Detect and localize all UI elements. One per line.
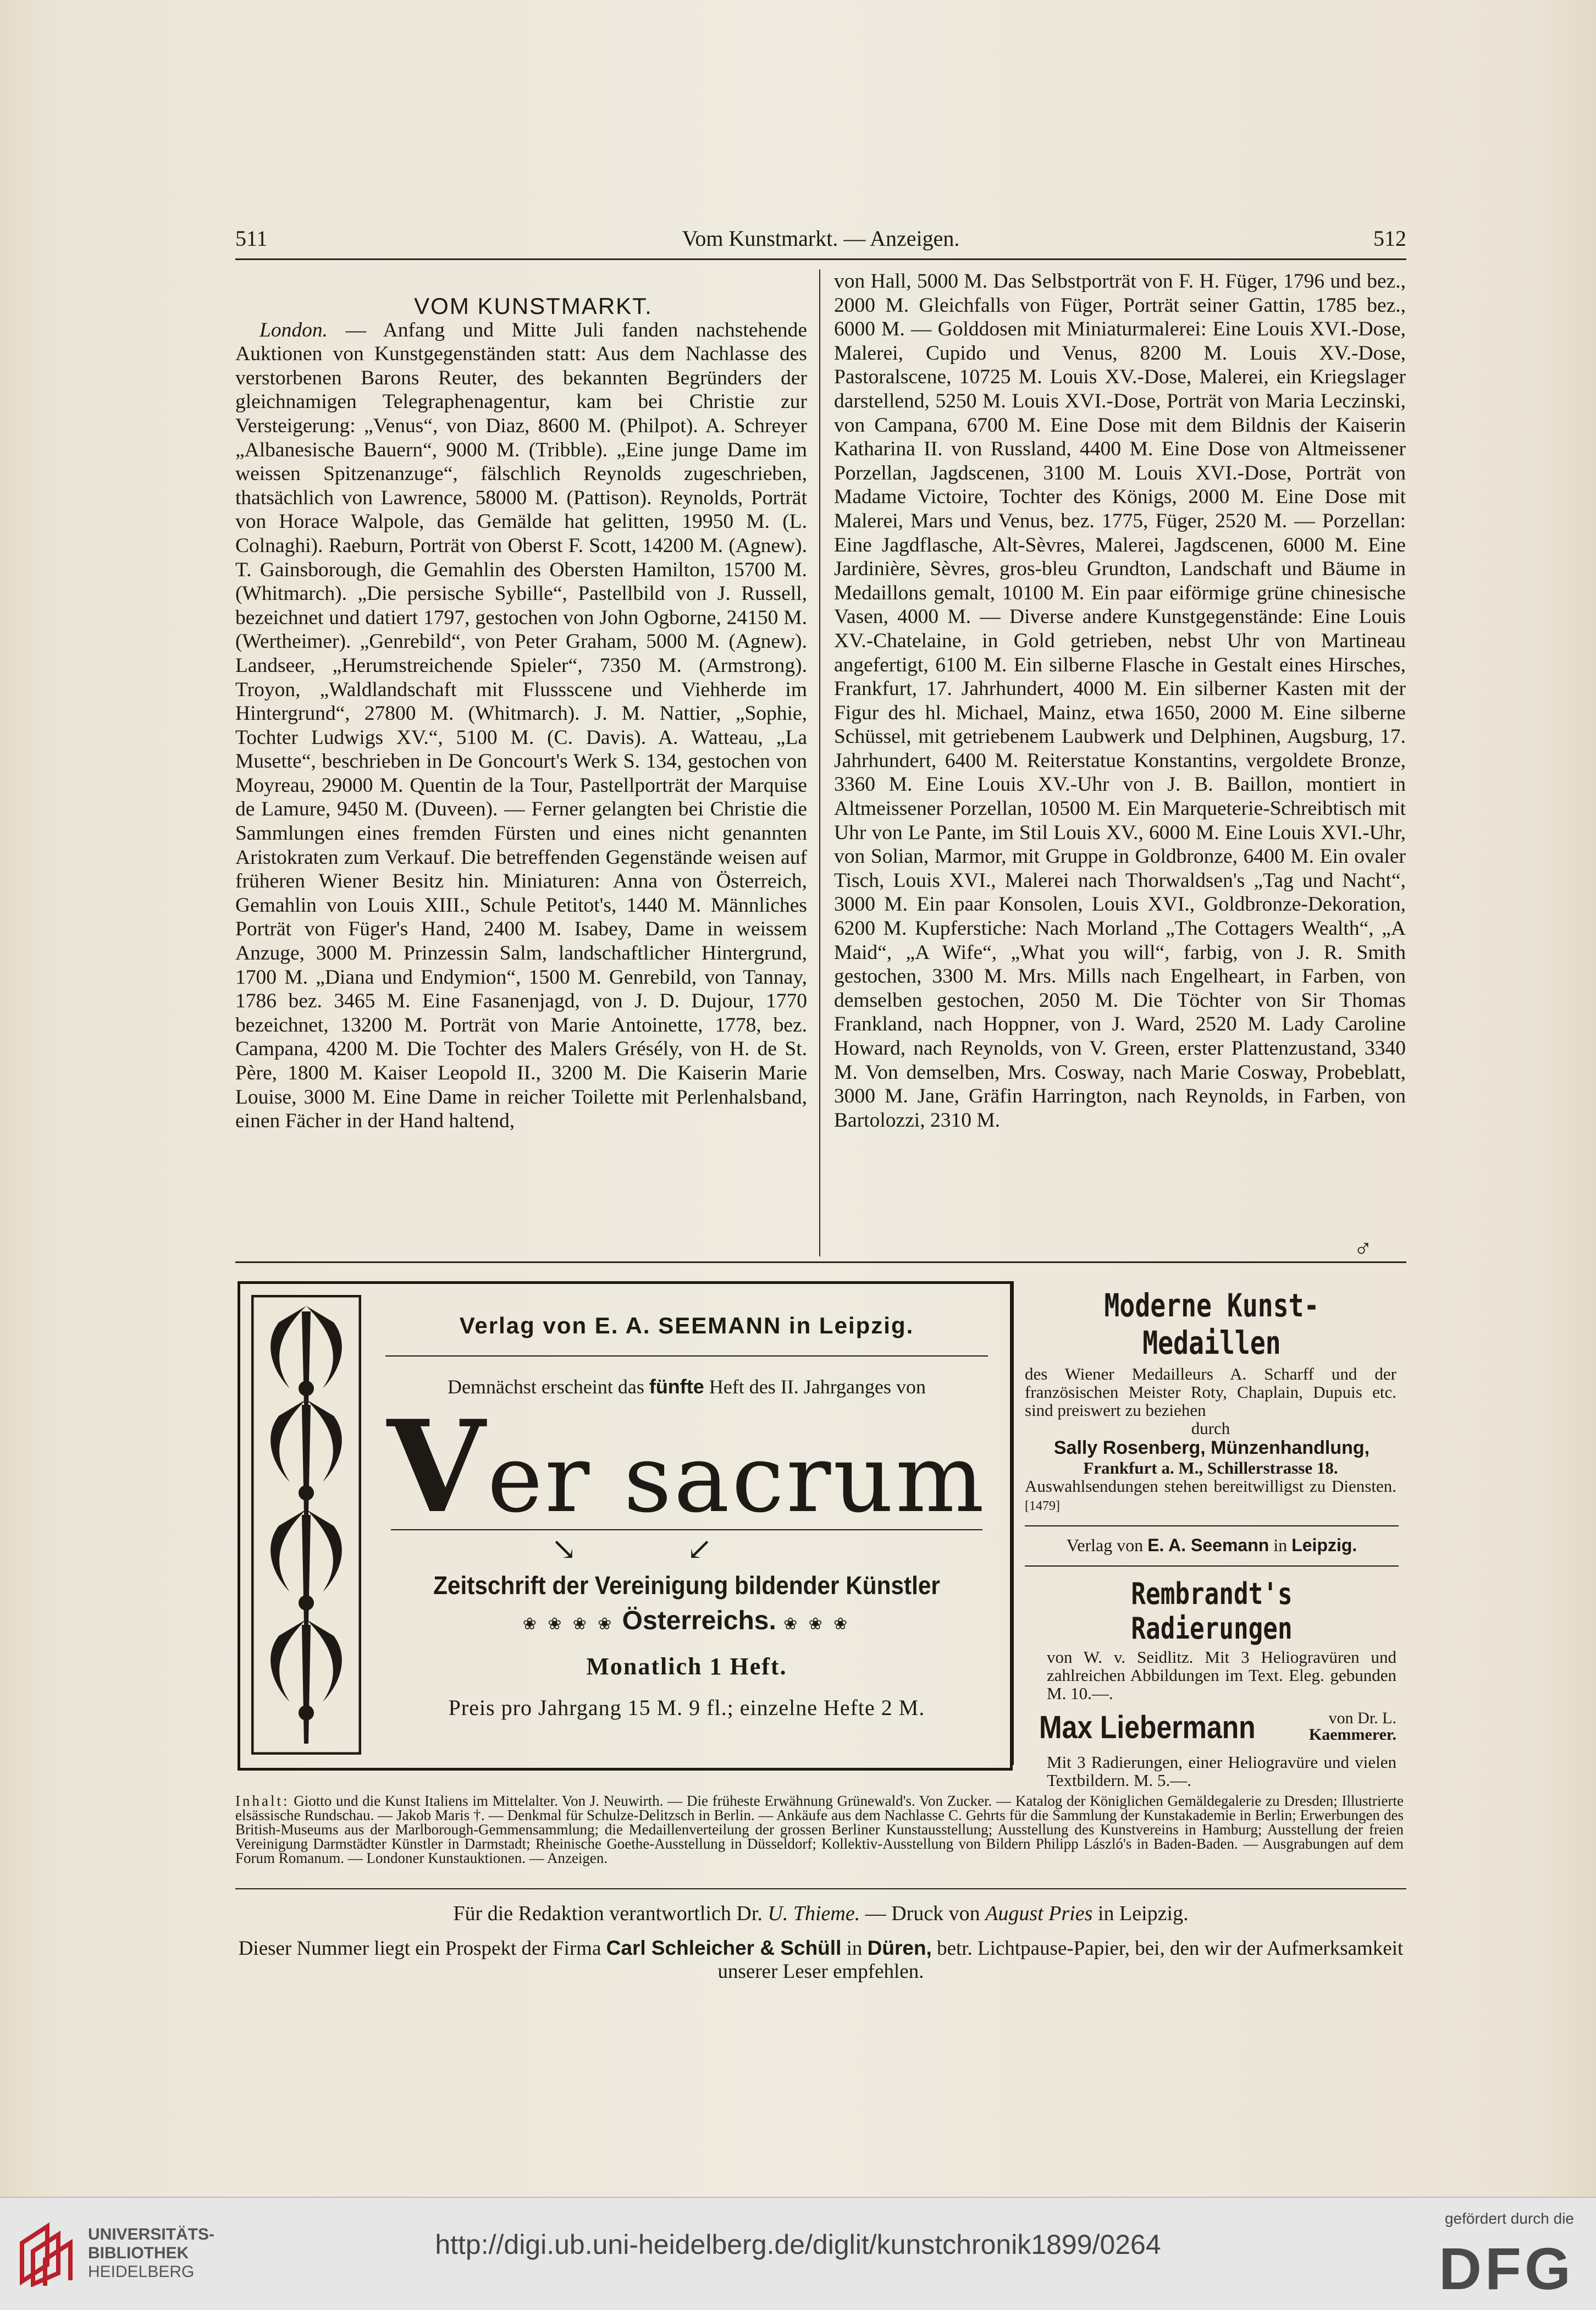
- arrow-ornament-icon: ↘↙: [551, 1532, 822, 1567]
- prosp-post: betr. Lichtpause-Papier, bei, den wir der Aufmerksamkeit unserer Leser empfehlen.: [717, 1937, 1404, 1983]
- monthly-note: Monatlich 1 Heft.: [586, 1653, 787, 1680]
- prospectus-note: [235, 1937, 1406, 1983]
- liebermann-text: Mit 3 Radierungen, einer Heliogravüre und vielen Textbildern. M. 5.—.: [1047, 1752, 1396, 1790]
- announce-pre: Demnächst erscheint das: [447, 1376, 649, 1398]
- funding-caption: gefördert durch die: [1444, 2210, 1574, 2227]
- dealer-address: Frankfurt a. M., Schillerstrasse 18.: [1083, 1458, 1338, 1477]
- page-number-right: 512: [1373, 226, 1406, 251]
- end-mark: ♂: [1354, 1234, 1373, 1262]
- ad-divider: [1025, 1565, 1399, 1567]
- prosp-mid: in: [841, 1937, 868, 1960]
- running-title: Vom Kunstmarkt. — Anzeigen.: [682, 226, 960, 251]
- rembrandt-ad: [1014, 1576, 1410, 1702]
- liebermann-title: Max Liebermann: [1039, 1710, 1256, 1745]
- liebermann-ad: [1014, 1709, 1410, 1753]
- header-rule: [235, 258, 1406, 260]
- library-line2: BIBLIOTHEK: [88, 2244, 189, 2262]
- country-name: Österreichs.: [622, 1606, 776, 1635]
- medaillen-ad: [1014, 1287, 1410, 1515]
- toc-rule: [235, 1888, 1406, 1889]
- publisher-line: Verlag von E. A. SEEMANN in Leipzig.: [459, 1313, 914, 1338]
- city-name: London.: [259, 318, 328, 341]
- ornament-right: ❀ ❀ ❀: [783, 1615, 851, 1633]
- right-column: [834, 269, 1406, 1256]
- permalink-url[interactable]: http://digi.ub.uni-heidelberg.de/diglit/kunstchronik1899/0264: [435, 2229, 1161, 2260]
- title-rest: er sacrum: [487, 1425, 987, 1534]
- page-number-left: 511: [235, 226, 268, 251]
- announce-bold: fünfte: [649, 1375, 704, 1398]
- liebermann-author: [1309, 1710, 1396, 1743]
- author-line1: von Dr. L.: [1328, 1709, 1396, 1727]
- viewer-footer: [0, 2197, 1596, 2310]
- author-line2: Kaemmerer.: [1308, 1725, 1396, 1744]
- ver-sacrum-title: [374, 1393, 999, 1541]
- country-line: [374, 1606, 999, 1636]
- editor-name: U. Thieme.: [767, 1902, 860, 1925]
- column-divider: [819, 269, 820, 1256]
- prosp-firm: Carl Schleicher & Schüll: [606, 1937, 842, 1959]
- toc-label: Inhalt:: [235, 1793, 290, 1809]
- prosp-city: Düren,: [867, 1937, 932, 1959]
- medaillen-note: [1014, 1477, 1410, 1515]
- editor-pre: Für die Redaktion verantwortlich Dr.: [453, 1902, 768, 1925]
- ad-rule: [385, 1355, 988, 1357]
- announce-post: Heft des II. Jahrganges von: [704, 1376, 926, 1398]
- prosp-pre: Dieser Nummer liegt ein Prospekt der Firma: [238, 1937, 606, 1960]
- article-continuation: von Hall, 5000 M. Das Selbstporträt von F. H. Füger, 1796 und bez., 2000 M. Gleichfalls von Füger, Porträt seiner Gattin, 1785 bez., 6000 M. — Golddosen mit Miniaturmalerei: Eine Louis XVI.-Dose, Malerei, Cupido und Venus, 8200 M. Louis XV.-Dose, Pastoralscene, 10725 M. Louis XV.-Dose, Malerei, ein Kriegslager darstellend, 5250 M. Louis XVI.-Dose, Porträt von Maria Leczinski, von Campana, 6700 M. Eine Dose mit dem Bildnis der Kaiserin Katharina II. von Russland, 4400 M. Eine Dose von Altmeissener Porzellan, Jagdscenen, 3100 M. Louis XVI.-Dose, Porträt von Madame Victoire, Tochter des Königs, 2000 M. Eine Dose mit Malerei, Mars und Venus, bez. 1775, Füger, 2520 M. — Porzellan: Eine Jagdflasche, Alt-Sèvres, Malerei, Jagdscenen, 6000 M. Eine Jardinière, Sèvres, gros-bleu Grundton, Landschaft und Bäume in Medaillons gemalt, 10100 M. Ein paar eiförmige grüne chinesische Vasen, 4000 M. — Diverse andere Kunstgegenstände: Eine Louis XV.-Chatelaine, in Gold getrieben, nebst Uhr von Martineau angefertigt, 6100 M. Ein silberne Flasche in Gestalt eines Hirsches, Frankfurt, 17. Jahrhundert, 4000 M. Ein silberner Kasten mit der Figur des hl. Michael, Mainz, etwa 1650, 2000 M. Eine silberne Schüssel, mit getriebenem Laubwerk und Delphinen, Augsburg, 17. Jahrhundert, 6400 M. Reiterstatue Konstantins, vergoldete Bronze, 3360 M. Eine Louis XV.-Uhr von J. B. Baillon, montiert in Altmeissener Porzellan, 10500 M. Ein Marqueterie-Schreibtisch mit Uhr von Le Pante, im Stil Louis XV., 6000 M. Eine Louis XVI.-Uhr, von Solian, Marmor, mit Gruppe in Goldbronze, 6400 M. Ein ovaler Tisch, Louis XVI., Malerei nach Thorwaldsen's „Tag und Nacht“, 3000 M. Ein paar Konsolen, Louis XVI., Goldbronze-Dekoration, 6200 M. Kupferstiche: Nach Morland „The Cottagers Wealth“, „A Maid“, „A Wife“, „What you will“, farbig, von J. R. Smith gestochen, 3300 M. Mrs. Mills nach Engelheart, in Farben, von demselben gestochen, 2050 M. Die Töchter von Sir Thomas Frankland, nach Hoppner, von J. Ward, 2520 M. Lady Caroline Howard, nach Reynolds, von V. Green, erster Plattenzustand, 3340 M. Von demselben, Mrs. Cosway, nach Marie Cosway, Probeblatt, 3000 M. Jane, Gräfin Harrington, nach Reynolds, in Farben, von Bartolozzi, 2310 M.: [834, 270, 1406, 1132]
- journal-subtitle: Zeitschrift der Vereinigung bildender Künstler: [433, 1571, 940, 1600]
- right-ads: [1012, 1281, 1410, 1790]
- toc-text: Giotto und die Kunst Italiens im Mittelalter. Von J. Neuwirth. — Die früheste Erwähnung Grünewald's. Von Zucker. — Katalog der Königlichen Gemäldegalerie zu Dresden; Illustrierte elsässische Rundschau. — Jakob Maris †. — Denkmal für Schulze-Delitzsch in Berlin. — Ankäufe aus dem Nachlasse C. Gehrts für die Sammlung der Kunstakademie in Berlin; Erwerbungen des British-Museums aus der Marlborough-Gemmensammlung; die Medaillenverteilung der grossen Berliner Kunstausstellung; Ausstellung des Kunstvereins in Hamburg; Ausstellung der freien Vereinigung Darmstädter Künstler in Darmstadt; Rheinische Goethe-Ausstellung in Düsseldorf; Kollektiv-Ausstellung von Bildern Philipp László's in Baden-Baden. — Ausgrabungen auf dem Forum Romanum. — Londoner Kunstauktionen. — Anzeigen.: [235, 1793, 1404, 1866]
- article-text: — Anfang und Mitte Juli fanden nachstehende Auktionen von Kunstgegenständen statt: Aus dem Nachlasse des verstorbenen Barons Reuter, des bekannten Begründers der gleichnamigen Telegraphenagentur, kam bei Christie zur Versteigerung: „Venus“, von Diaz, 8600 M. (Philpot). A. Schreyer „Albanesische Bauern“, 9000 M. (Tribble). „Eine junge Dame im weissen Spitzenanzuge“, fälschlich Reynolds zugeschrieben, thatsächlich von Lawrence, 58000 M. (Pattison). Reynolds, Porträt von Horace Walpole, das Gemälde hat gelitten, 19950 M. (L. Colnaghi). Raeburn, Porträt von Oberst F. Scott, 14200 M. (Agnew). T. Gainsborough, die Gemahlin des Obersten Hamilton, 15700 M. (Whitmarch). „Die persische Sybille“, Pastellbild von J. Russell, bezeichnet und datiert 1797, gestochen von John Ogborne, 24150 M. (Wertheimer). „Genrebild“, von Peter Graham, 5000 M. (Agnew). Landseer, „Herumstreichende Spieler“, 7350 M. (Armstrong). Troyon, „Waldlandschaft mit Flussscene und Viehherde im Hintergrund“, 27800 M. (Whitmarch). J. M. Nattier, „Sophie, Tochter Ludwigs XV.“, 5100 M. (C. Davis). A. Watteau, „La Musette“, beschrieben in De Goncourt's Werk S. 134, gestochen von Moyreau, 29000 M. Quentin de la Tour, Pastellporträt der Marquise de Lamure, 9450 M. (Duveen). — Ferner gelangten bei Christie die Sammlungen eines fremden Fürsten und eines nicht genannten Aristokraten zum Verkauf. Die betreffenden Gegenstände weisen auf früheren Wiener Besitz hin. Miniaturen: Anna von Österreich, Gemahlin von Louis XIII., Schule Petitot's, 1440 M. Männliches Porträt von Füger's Hand, 2400 M. Isabey, Dame in weissem Anzuge, 3000 M. Prinzessin Salm, landschaftlicher Hintergrund, 1700 M. „Diana und Endymion“, 1500 M. Genrebild, von Tannay, 1786 bez. 3465 M. Eine Fasanenjagd, von J. D. Dujour, 1770 bezeichnet, 13200 M. Porträt von Marie Antoinette, 1778, bez. Campana, 4200 M. Die Tochter des Malers Grésély, von H. de St. Père, 1800 M. Kaiser Leopold II., 3200 M. Die Kaiserin Marie Louise, 3000 M. Eine Dame in reicher Toilette mit Perlenhalsband, einen Fächer in der Hand haltend,: [235, 318, 807, 1133]
- printer-name: August Pries: [985, 1902, 1093, 1925]
- medaillen-text: des Wiener Medailleurs A. Scharff und der französischen Meister Roty, Chaplain, Dupuis etc. sind preiswert zu beziehen: [1025, 1364, 1396, 1420]
- table-of-contents: [235, 1794, 1404, 1865]
- ornament-left: ❀ ❀ ❀ ❀: [522, 1615, 615, 1633]
- verlag-line: [1014, 1535, 1410, 1556]
- medaillen-title: Moderne Kunst-Medaillen: [1104, 1287, 1319, 1361]
- article-end-rule: [235, 1261, 1406, 1263]
- floral-ornament-border: [251, 1295, 361, 1755]
- medaillen-durch: durch: [1191, 1419, 1230, 1438]
- editor-mid: — Druck von: [860, 1902, 986, 1925]
- section-title: VOM KUNSTMARKT.: [414, 294, 653, 319]
- article-paragraph: [235, 318, 807, 1133]
- editor-line: [235, 1901, 1406, 1926]
- library-line3: HEIDELBERG: [88, 2263, 195, 2281]
- ad-code: [1479]: [1025, 1499, 1060, 1513]
- dealer-name: Sally Rosenberg, Münzenhandlung,: [1053, 1437, 1370, 1458]
- verlag-pre: Verlag von: [1066, 1535, 1148, 1555]
- price-line: Preis pro Jahrgang 15 M. 9 fl.; einzelne Hefte 2 M.: [448, 1695, 925, 1720]
- ver-sacrum-ad: [238, 1281, 1013, 1771]
- page-header: [235, 225, 1406, 258]
- dfg-logo[interactable]: DFG: [1439, 2235, 1574, 2302]
- rembrandt-text: von W. v. Seidlitz. Mit 3 Heliogravüren und zahlreichen Abbildungen im Text. Eleg. gebunden M. 10.—.: [1047, 1647, 1396, 1703]
- library-line1: UNIVERSITÄTS-: [88, 2225, 215, 2243]
- left-column: [235, 294, 807, 1256]
- verlag-city: Leipzig.: [1291, 1535, 1357, 1555]
- editor-post: in Leipzig.: [1092, 1902, 1189, 1925]
- rembrandt-title: Rembrandt's Radierungen: [1131, 1576, 1293, 1646]
- verlag-mid: in: [1269, 1535, 1292, 1555]
- ad-divider: [1025, 1525, 1399, 1526]
- verlag-name: E. A. Seemann: [1147, 1535, 1269, 1555]
- ad-content: [374, 1284, 999, 1768]
- title-initial: V: [386, 1393, 488, 1541]
- note-text: Auswahlsendungen stehen bereitwilligst zu Diensten.: [1025, 1476, 1396, 1496]
